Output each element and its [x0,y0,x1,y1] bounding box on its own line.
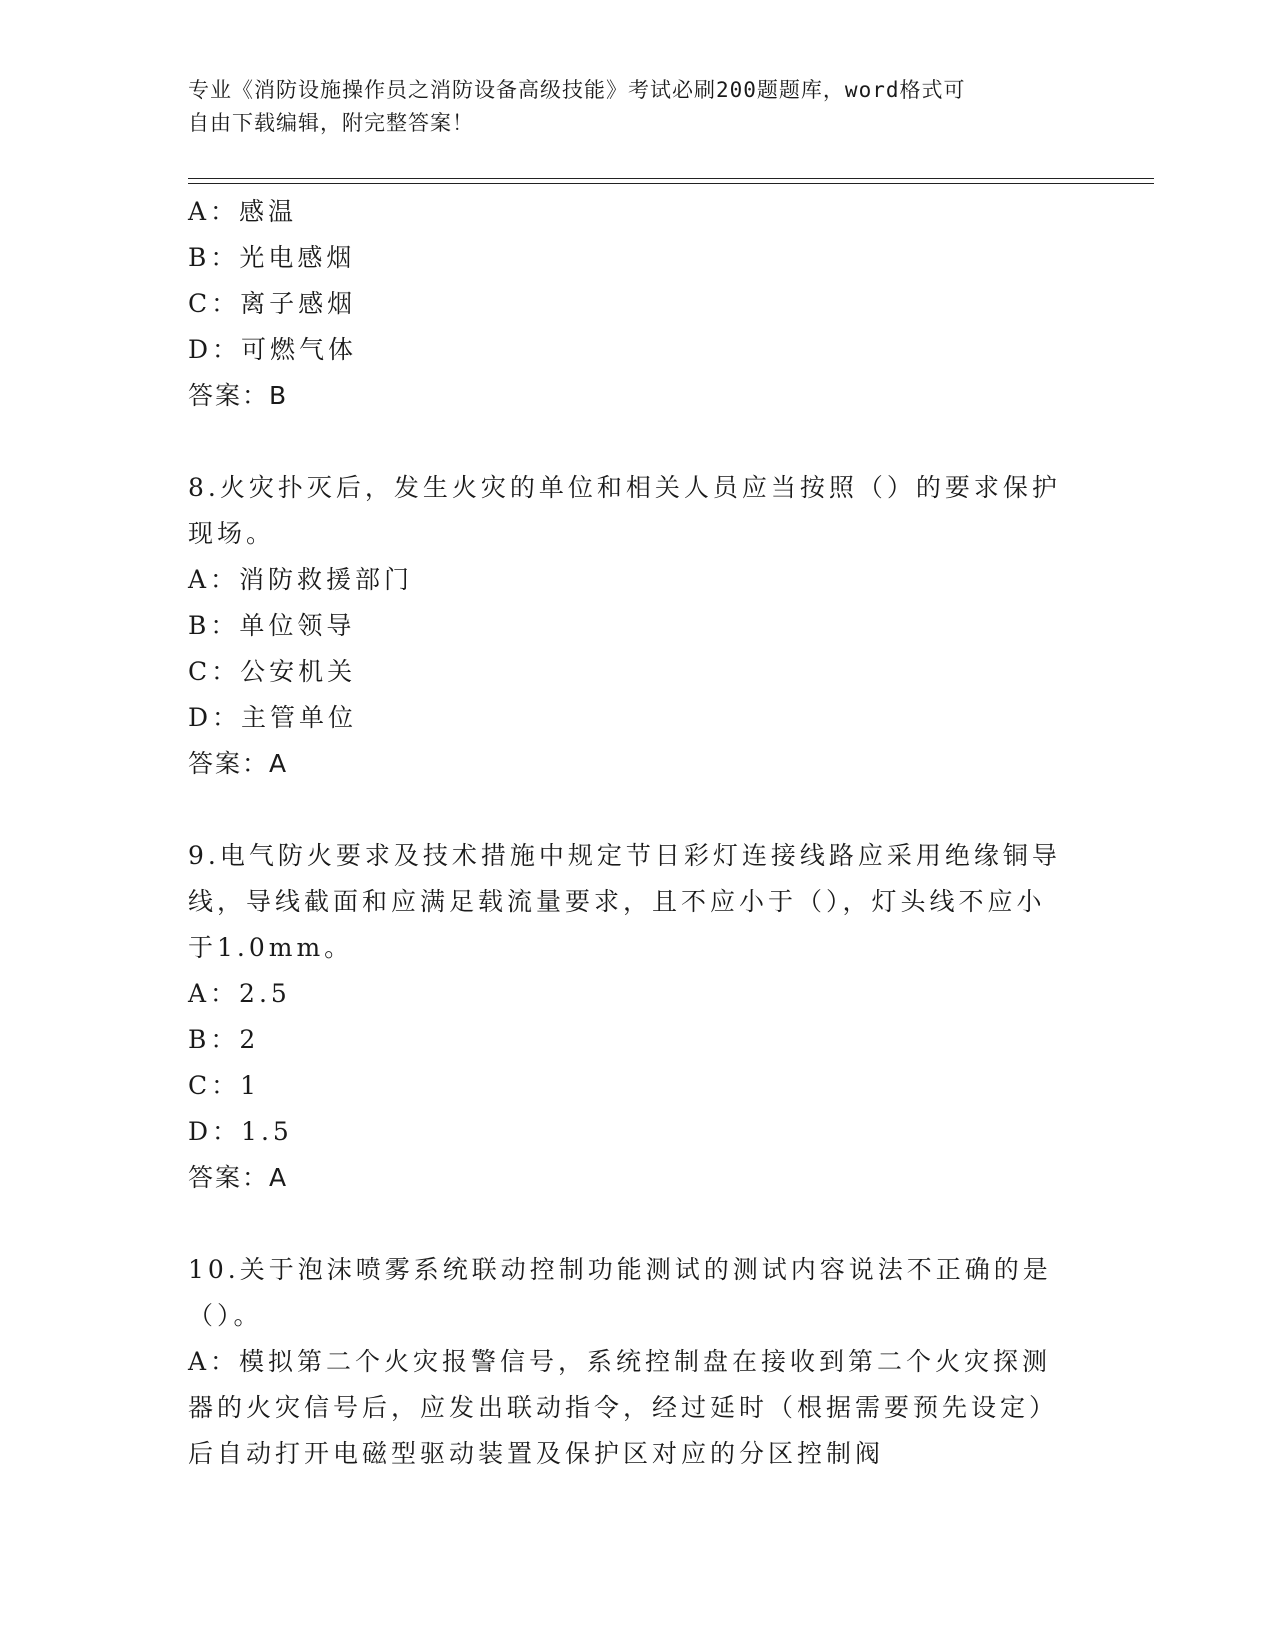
question-list [188,189,1088,1477]
option-c: C：1 [188,1071,261,1100]
question-text: 10.关于泡沫喷雾系统联动控制功能测试的测试内容说法不正确的是（）。 [188,1255,1052,1330]
option-b: B：光电感烟 [188,243,356,272]
header-divider-top [188,178,1154,179]
question-text: 8.火灾扑灭后，发生火灾的单位和相关人员应当按照（）的要求保护现场。 [188,473,1061,548]
spacer [188,419,1088,465]
spacer [188,787,1088,833]
header-line-2: 自由下载编辑，附完整答案！ [188,111,474,135]
question-text: 9.电气防火要求及技术措施中规定节日彩灯连接线路应采用绝缘铜导线，导线截面和应满足载流量要求，且不应小于（），灯头线不应小于1.0mm。 [188,841,1061,962]
answer: 答案：A [188,749,289,778]
header-line-1: 专业《消防设施操作员之消防设备高级技能》考试必刷200题题库，word格式可 [188,78,966,102]
option-b: B：2 [188,1025,260,1054]
option-a: A：2.5 [188,979,291,1008]
question-8 [188,465,1088,787]
spacer [188,1201,1088,1247]
question-7 [188,189,1088,419]
question-10 [188,1247,1088,1477]
option-a: A：感温 [188,197,298,226]
option-d: D：主管单位 [188,703,358,732]
option-d: D：1.5 [188,1117,293,1146]
answer: 答案：A [188,1163,289,1192]
question-9 [188,833,1088,1201]
header-divider-bottom [188,183,1154,184]
option-d: D：可燃气体 [188,335,358,364]
option-c: C：公安机关 [188,657,357,686]
option-b: B：单位领导 [188,611,356,640]
option-a: A：消防救援部门 [188,565,414,594]
document-header [188,74,1068,140]
answer: 答案：B [188,381,289,410]
option-a: A：模拟第二个火灾报警信号，系统控制盘在接收到第二个火灾探测器的火灾信号后，应发出联动指令，经过延时（根据需要预先设定）后自动打开电磁型驱动装置及保护区对应的分区控制阀 [188,1347,1059,1468]
option-c: C：离子感烟 [188,289,357,318]
